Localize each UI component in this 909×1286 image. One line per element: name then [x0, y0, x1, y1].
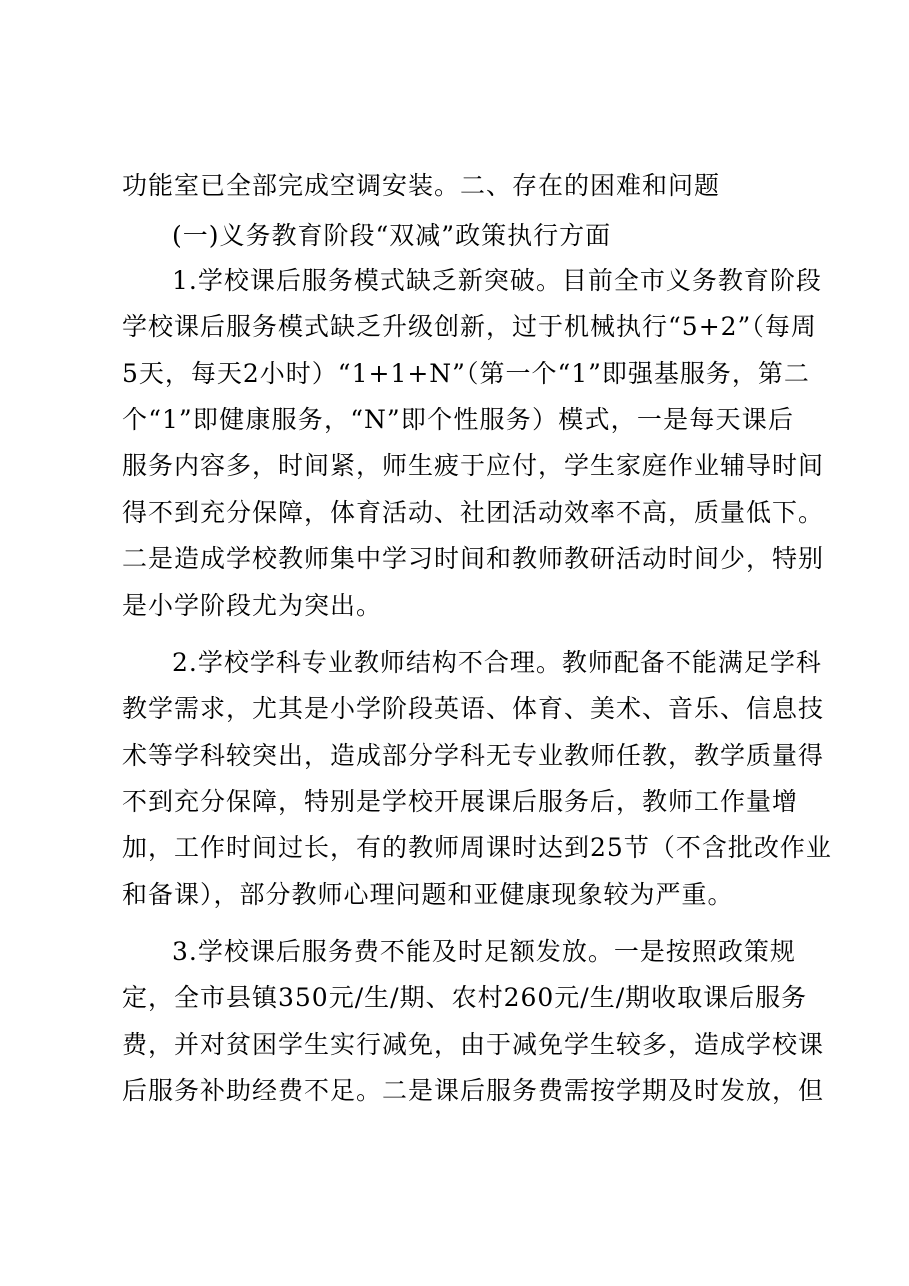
paragraph-line: 二是造成学校教师集中学习时间和教师教研活动时间少，特别 [122, 544, 825, 573]
paragraph-line: 术等学科较突出，造成部分学科无专业教师任教，教学质量得 [122, 741, 825, 770]
paragraph-line: 1.学校课后服务模式缺乏新突破。目前全市义务教育阶段 [172, 266, 822, 295]
paragraph-line: 后服务补助经费不足。二是课后服务费需按学期及时发放，但 [122, 1076, 825, 1105]
paragraph-line: 3.学校课后服务费不能及时足额发放。一是按照政策规 [172, 937, 796, 966]
paragraph-line: 费，并对贫困学生实行减免，由于减免学生较多，造成学校课 [122, 1030, 825, 1059]
paragraph-line: 定，全市县镇350元/生/期、农村260元/生/期收取课后服务 [122, 983, 808, 1012]
paragraph-line: 5天，每天2小时）“1+1+N”（第一个“1”即强基服务，第二 [122, 359, 810, 388]
paragraph-line: 和备课），部分教师心理问题和亚健康现象较为严重。 [122, 880, 734, 909]
paragraph-line: 教学需求，尤其是小学阶段英语、体育、美术、音乐、信息技 [122, 694, 825, 723]
paragraph-line: 得不到充分保障，体育活动、社团活动效率不高，质量低下。 [122, 498, 825, 527]
paragraph-line: 个“1”即健康服务，“N”即个性服务）模式，一是每天课后 [122, 405, 794, 434]
paragraph-line: 加，工作时间过长，有的教师周课时达到25节（不含批改作业 [122, 833, 832, 862]
paragraph-line: 2.学校学科专业教师结构不合理。教师配备不能满足学科 [172, 648, 822, 677]
paragraph-line: 学校课后服务模式缺乏升级创新，过于机械执行“5+2”（每周 [122, 312, 817, 341]
paragraph-line: 不到充分保障，特别是学校开展课后服务后，教师工作量增 [122, 787, 799, 816]
section-heading: (一)义务教育阶段“双减”政策执行方面 [172, 221, 612, 250]
paragraph-line: 是小学阶段尤为突出。 [122, 591, 383, 620]
paragraph-line: 服务内容多，时间紧，师生疲于应付，学生家庭作业辅导时间 [122, 451, 825, 480]
paragraph-line: 功能室已全部完成空调安装。二、存在的困难和问题 [122, 171, 721, 200]
